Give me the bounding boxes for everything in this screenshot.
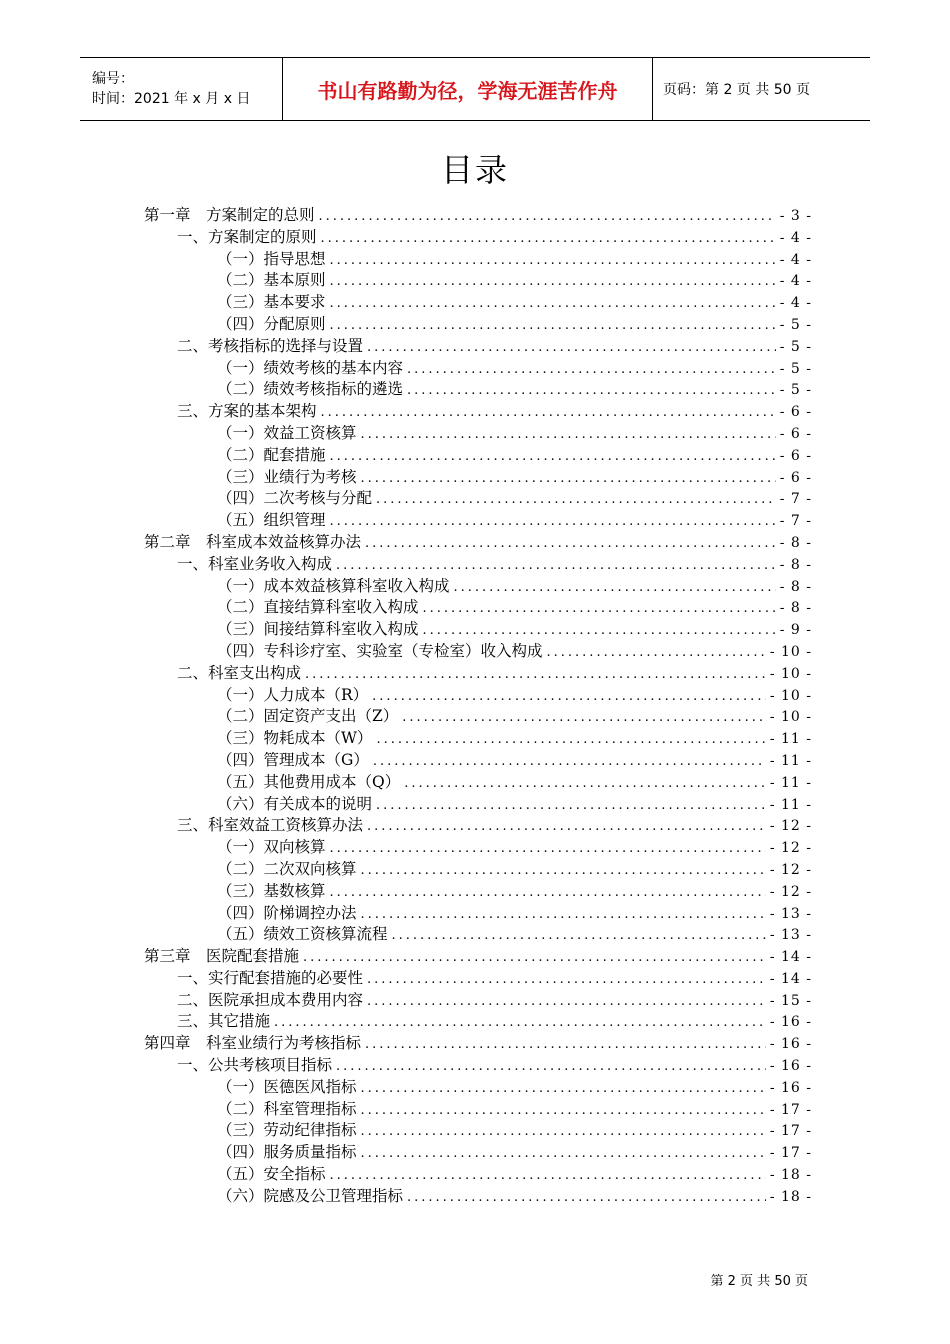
toc-leader-dots (330, 449, 776, 464)
toc-entry-page: - 3 - (779, 208, 812, 224)
toc-entry-text: （二）二次双向核算 (217, 859, 357, 878)
toc-leader-dots (373, 754, 766, 769)
toc-entry[interactable] (144, 988, 812, 1010)
toc-leader-dots (367, 972, 766, 987)
toc-leader-dots (376, 732, 765, 747)
toc-entry[interactable] (144, 944, 812, 966)
toc-entry-page: - 8 - (779, 600, 812, 617)
toc-entry-text: （四）阶梯调控办法 (217, 903, 357, 922)
document-date: 时间：2021 年 x 月 x 日 (92, 91, 251, 107)
toc-entry[interactable] (144, 377, 812, 399)
toc-entry-page: - 14 - (769, 949, 812, 966)
toc-entry-page: - 6 - (779, 469, 812, 486)
toc-entry-page: - 7 - (779, 513, 812, 530)
toc-leader-dots (376, 798, 766, 813)
toc-leader-dots (330, 296, 776, 311)
toc-entry-text: （二）基本原则 (217, 271, 326, 290)
toc-entry-page: - 10 - (769, 709, 812, 726)
toc-entry-text: （一）双向核算 (217, 838, 326, 857)
toc-entry-text: 一、实行配套措施的必要性 (177, 968, 364, 987)
toc-entry-text: （一）效益工资核算 (217, 423, 357, 442)
toc-entry-text: （二）直接结算科室收入构成 (217, 598, 419, 617)
toc-entry-page: - 14 - (769, 970, 812, 987)
toc-leader-dots (330, 885, 766, 900)
toc-entry[interactable] (144, 595, 812, 617)
toc-entry-page: - 8 - (779, 534, 812, 551)
toc-entry-page: - 7 - (779, 491, 812, 508)
toc-entry[interactable] (144, 486, 812, 508)
toc-entry-text: （四）分配原则 (217, 314, 326, 333)
toc-leader-dots (361, 1146, 766, 1161)
toc-entry-text: （一）指导思想 (217, 249, 326, 268)
toc-entry-text: （四）专科诊疗室、实验室（专检室）收入构成 (217, 641, 543, 660)
toc-entry[interactable] (144, 813, 812, 835)
toc-entry[interactable] (144, 290, 812, 312)
toc-leader-dots (303, 950, 766, 965)
toc-entry-text: （一）成本效益核算科室收入构成 (217, 576, 450, 595)
toc-entry-page: - 5 - (779, 360, 812, 377)
toc-leader-dots (407, 1190, 766, 1205)
toc-entry-text: （四）管理成本（G） (217, 750, 369, 769)
toc-entry[interactable] (144, 268, 812, 290)
toc-entry[interactable] (144, 857, 812, 879)
toc-leader-dots (454, 580, 776, 595)
toc-entry-text: （四）服务质量指标 (217, 1143, 357, 1162)
toc-leader-dots (321, 405, 776, 420)
toc-entry-text: （二）绩效考核指标的遴选 (217, 380, 404, 399)
toc-entry-text: （二）科室管理指标 (217, 1099, 357, 1118)
toc-leader-dots (423, 601, 776, 616)
toc-entry-page: - 12 - (769, 861, 812, 878)
toc-entry-text: （三）间接结算科室收入构成 (217, 620, 419, 639)
toc-entry-text: （三）劳动纪律指标 (217, 1121, 357, 1140)
toc-leader-dots (330, 1168, 766, 1183)
toc-entry-page: - 5 - (779, 382, 812, 399)
toc-entry-page: - 6 - (779, 447, 812, 464)
toc-leader-dots (330, 841, 766, 856)
table-of-contents (144, 203, 812, 1206)
toc-entry-text: 三、方案的基本架构 (177, 402, 317, 421)
toc-entry-page: - 4 - (779, 295, 812, 312)
toc-leader-dots (361, 1103, 766, 1118)
toc-entry-page: - 18 - (769, 1188, 812, 1205)
toc-entry-page: - 11 - (769, 774, 812, 791)
toc-entry-page: - 17 - (769, 1145, 812, 1162)
toc-leader-dots (404, 776, 766, 791)
toc-entry-text: 一、科室业务收入构成 (177, 554, 333, 573)
toc-leader-dots (367, 340, 776, 355)
toc-leader-dots (330, 274, 776, 289)
toc-title: 目录 (440, 151, 509, 189)
toc-leader-dots (361, 863, 766, 878)
toc-entry-page: - 16 - (769, 1036, 812, 1053)
toc-entry-page: - 8 - (779, 578, 812, 595)
toc-leader-dots (376, 492, 776, 507)
toc-entry[interactable] (144, 334, 812, 356)
toc-leader-dots (330, 514, 776, 529)
document-number: 编号： (92, 71, 134, 87)
toc-entry-text: 三、科室效益工资核算办法 (177, 816, 364, 835)
toc-entry-text: （二）固定资产支出（Z） (217, 707, 399, 726)
toc-entry-page: - 12 - (769, 840, 812, 857)
toc-entry[interactable] (144, 1075, 812, 1097)
toc-entry[interactable] (144, 530, 812, 552)
toc-entry[interactable] (144, 443, 812, 465)
toc-entry[interactable] (144, 203, 812, 225)
toc-entry[interactable] (144, 508, 812, 530)
toc-entry-text: 一、公共考核项目指标 (177, 1056, 333, 1075)
toc-entry-page: - 4 - (779, 273, 812, 290)
toc-entry-page: - 16 - (769, 1079, 812, 1096)
toc-entry-page: - 17 - (769, 1101, 812, 1118)
page-footer: 第 2 页 共 50 页 (710, 1274, 808, 1289)
toc-entry[interactable] (144, 922, 812, 944)
toc-entry-text: （六）有关成本的说明 (217, 794, 373, 813)
toc-entry-text: （三）基本要求 (217, 293, 326, 312)
toc-leader-dots (336, 1059, 766, 1074)
toc-leader-dots (319, 209, 776, 224)
toc-entry-text: （三）物耗成本（W） (217, 729, 373, 748)
toc-leader-dots (423, 623, 776, 638)
toc-leader-dots (365, 536, 776, 551)
toc-entry-text: 二、考核指标的选择与设置 (177, 336, 364, 355)
toc-entry[interactable] (144, 661, 812, 683)
toc-entry[interactable] (144, 1009, 812, 1031)
toc-entry[interactable] (144, 748, 812, 770)
toc-leader-dots (407, 362, 776, 377)
toc-entry-page: - 6 - (779, 425, 812, 442)
toc-entry-text: （六）院感及公卫管理指标 (217, 1186, 404, 1205)
page-header (80, 57, 870, 121)
toc-entry[interactable] (144, 792, 812, 814)
toc-entry-page: - 10 - (769, 643, 812, 660)
toc-entry-text: 第四章 科室业绩行为考核指标 (144, 1034, 362, 1053)
toc-entry-page: - 9 - (779, 622, 812, 639)
toc-entry-text: （三）业绩行为考核 (217, 467, 357, 486)
toc-entry[interactable] (144, 704, 812, 726)
toc-leader-dots (330, 253, 776, 268)
toc-entry-text: （五）绩效工资核算流程 (217, 925, 388, 944)
toc-entry-page: - 5 - (779, 338, 812, 355)
toc-entry-text: （一）绩效考核的基本内容 (217, 358, 404, 377)
toc-entry[interactable] (144, 1184, 812, 1206)
toc-entry[interactable] (144, 1053, 812, 1075)
toc-entry-page: - 13 - (769, 905, 812, 922)
toc-leader-dots (547, 645, 766, 660)
toc-leader-dots (407, 383, 776, 398)
toc-entry[interactable] (144, 421, 812, 443)
toc-entry-page: - 8 - (779, 556, 812, 573)
toc-leader-dots (361, 427, 776, 442)
toc-leader-dots (392, 928, 766, 943)
toc-entry-page: - 11 - (769, 752, 812, 769)
toc-entry-page: - 11 - (769, 731, 812, 748)
toc-entry-page: - 5 - (779, 316, 812, 333)
toc-entry-text: （四）二次考核与分配 (217, 489, 373, 508)
toc-leader-dots (305, 667, 766, 682)
toc-entry[interactable] (144, 465, 812, 487)
toc-entry-text: 二、科室支出构成 (177, 663, 302, 682)
toc-entry-text: （二）配套措施 (217, 445, 326, 464)
header-meta (80, 58, 283, 120)
toc-entry-page: - 12 - (769, 818, 812, 835)
toc-entry-page: - 15 - (769, 992, 812, 1009)
toc-entry[interactable] (144, 770, 812, 792)
toc-entry[interactable] (144, 639, 812, 661)
toc-leader-dots (330, 318, 776, 333)
toc-entry-page: - 6 - (779, 404, 812, 421)
toc-leader-dots (274, 1015, 766, 1030)
toc-entry-page: - 10 - (769, 687, 812, 704)
toc-leader-dots (321, 231, 776, 246)
toc-leader-dots (361, 907, 766, 922)
toc-entry-text: （五）安全指标 (217, 1165, 326, 1184)
toc-entry-text: （一）医德医风指标 (217, 1077, 357, 1096)
toc-leader-dots (365, 1037, 766, 1052)
toc-entry-page: - 4 - (779, 229, 812, 246)
toc-entry[interactable] (144, 552, 812, 574)
toc-leader-dots (336, 558, 776, 573)
toc-entry-page: - 4 - (779, 251, 812, 268)
toc-entry-page: - 17 - (769, 1123, 812, 1140)
toc-entry-text: 第三章 医院配套措施 (144, 947, 300, 966)
toc-entry[interactable] (144, 356, 812, 378)
toc-entry[interactable] (144, 312, 812, 334)
toc-entry[interactable] (144, 835, 812, 857)
toc-leader-dots (402, 710, 766, 725)
toc-entry[interactable] (144, 879, 812, 901)
toc-entry[interactable] (144, 683, 812, 705)
toc-entry-page: - 10 - (769, 665, 812, 682)
toc-entry-page: - 13 - (769, 927, 812, 944)
toc-entry[interactable] (144, 726, 812, 748)
toc-entry[interactable] (144, 247, 812, 269)
toc-entry-page: - 11 - (769, 796, 812, 813)
toc-entry-text: （三）基数核算 (217, 881, 326, 900)
toc-entry[interactable] (144, 1031, 812, 1053)
toc-entry-page: - 16 - (769, 1058, 812, 1075)
toc-entry-text: （五）其他费用成本（Q） (217, 772, 401, 791)
toc-entry[interactable] (144, 901, 812, 923)
toc-entry-text: 三、其它措施 (177, 1012, 271, 1031)
toc-leader-dots (361, 1081, 766, 1096)
toc-entry-text: 第二章 科室成本效益核算办法 (144, 532, 362, 551)
toc-entry-text: 第一章 方案制定的总则 (144, 206, 315, 224)
toc-entry-page: - 16 - (769, 1014, 812, 1031)
header-motto: 书山有路勤为径，学海无涯苦作舟 (283, 58, 653, 120)
toc-entry-page: - 12 - (769, 883, 812, 900)
toc-entry[interactable] (144, 1162, 812, 1184)
toc-entry-text: （一）人力成本（R） (217, 685, 369, 704)
toc-entry-text: 二、医院承担成本费用内容 (177, 990, 364, 1009)
header-page-code: 页码：第 2 页 共 50 页 (663, 82, 810, 98)
toc-leader-dots (372, 689, 766, 704)
toc-leader-dots (367, 819, 766, 834)
toc-entry[interactable] (144, 1097, 812, 1119)
toc-entry[interactable] (144, 1118, 812, 1140)
toc-entry[interactable] (144, 1140, 812, 1162)
toc-entry-text: 一、方案制定的原则 (177, 227, 317, 246)
toc-leader-dots (361, 1124, 766, 1139)
toc-entry[interactable] (144, 617, 812, 639)
toc-leader-dots (361, 471, 776, 486)
toc-entry[interactable] (144, 225, 812, 247)
toc-entry[interactable] (144, 574, 812, 596)
toc-entry[interactable] (144, 966, 812, 988)
toc-entry-text: （五）组织管理 (217, 511, 326, 530)
toc-entry[interactable] (144, 399, 812, 421)
toc-entry-page: - 18 - (769, 1167, 812, 1184)
toc-leader-dots (367, 994, 766, 1009)
